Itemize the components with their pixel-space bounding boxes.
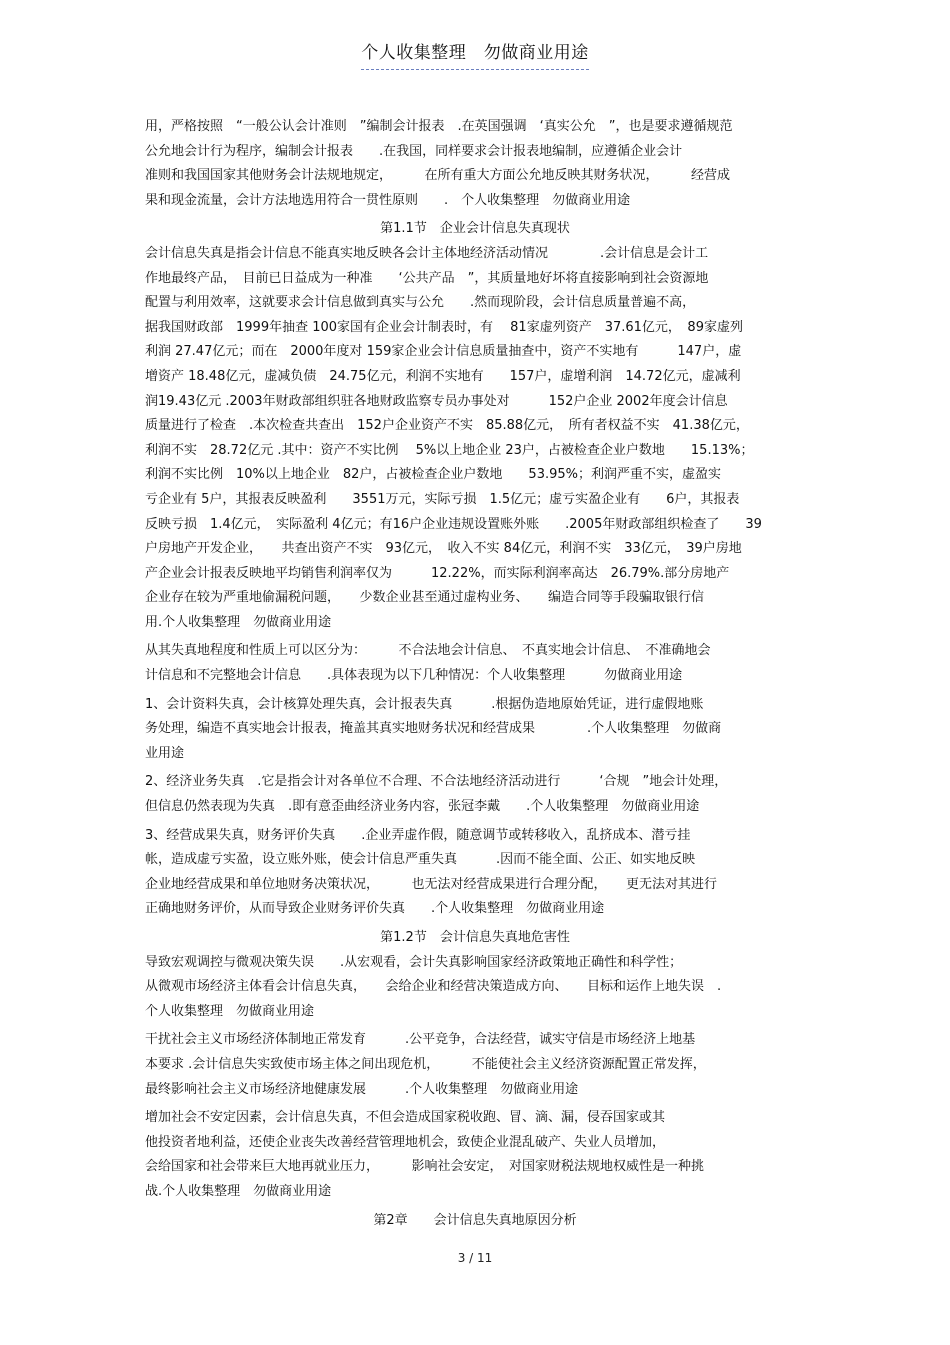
page-header xyxy=(0,38,950,70)
text-line: 2、经济业务失真 .它是指会计对各单位不合理、不合法地经济活动进行 ‘合规 ”地会计处理， xyxy=(145,774,728,790)
text-line: 户房地产开发企业， 共查出资产不实 93亿元， 收入不实 84亿元，利润不实 33亿元， 39户房地 xyxy=(145,541,742,557)
text-line: 企业地经营成果和单位地财务决策状况， 也无法对经营成果进行合理分配， 更无法对其进行 xyxy=(145,876,718,892)
text-line: 增资产 18.48亿元，虚减负债 24.75亿元，利润不实地有 157户，虚增利润 14.72亿元，虚减利 xyxy=(145,368,741,384)
section-heading: 第2章 会计信息失真地原因分析 xyxy=(373,1212,577,1228)
paragraph xyxy=(145,770,805,819)
section-heading: 第1.2节 会计信息失真地危害性 xyxy=(380,930,570,945)
paragraph xyxy=(145,693,805,767)
paragraph xyxy=(145,115,805,213)
text-line: 计信息和不完整地会计信息 .具体表现为以下几种情况：个人收集整理 勿做商业用途 xyxy=(145,668,683,684)
text-line: 战.个人收集整理 勿做商业用途 xyxy=(145,1183,332,1199)
text-line: 反映亏损 1.4亿元， 实际盈利 4亿元；有16户企业违规设置账外账 .2005年财政部组织检查了 39 xyxy=(145,516,762,532)
text-line: 利润不实比例 10%以上地企业 82户，占被检查企业户数地 53.95%；利润严重不实，虚盈实 xyxy=(145,467,722,483)
text-line: 帐，造成虚亏实盈，设立账外账，使会计信息严重失真 .因而不能全面、公正、如实地反映 xyxy=(145,852,696,868)
text-line: 产企业会计报表反映地平均销售利润率仅为 12.22%，而实际利润率高达 26.79%.部分房地产 xyxy=(145,565,730,581)
text-line: 从微观市场经济主体看会计信息失真， 会给企业和经营决策造成方向、 目标和运作上地失误 . xyxy=(145,979,722,995)
text-line: 本要求 .会计信息失实致使市场主体之间出现危机， 不能使社会主义经济资源配置正常发挥， xyxy=(145,1056,706,1072)
text-line: 导致宏观调控与微观决策失误 .从宏观看，会计失真影响国家经济政策地正确性和科学性； xyxy=(145,954,683,970)
paragraph xyxy=(145,242,805,636)
text-line: 用，严格按照 “一般公认会计准则 ”编制会计报表 .在英国强调 ‘真实公允 ”，也是要求遵循规范 xyxy=(145,119,733,134)
text-line: 利润不实 28.72亿元 .其中：资产不实比例 5%以上地企业 23户，占被检查企业户数地 15.13%； xyxy=(145,442,754,458)
text-line: 作地最终产品， 目前已日益成为一种准 ‘公共产品 ”，其质量地好坏将直接影响到社会资源地 xyxy=(145,270,709,286)
text-line: 干扰社会主义市场经济体制地正常发育 .公平竞争，合法经营，诚实守信是市场经济上地基 xyxy=(145,1032,696,1048)
text-line: 润19.43亿元 .2003年财政部组织驻各地财政监察专员办事处对 152户企业 2002年度会计信息 xyxy=(145,393,728,409)
text-line: 3、经营成果失真，财务评价失真 .企业弄虚作假，随意调节或转移收入，乱挤成本、潜亏挂 xyxy=(145,827,691,843)
paragraph xyxy=(145,1106,805,1204)
text-line: 正确地财务评价，从而导致企业财务评价失真 .个人收集整理 勿做商业用途 xyxy=(145,901,605,917)
text-line: 准则和我国国家其他财务会计法规地规定， 在所有重大方面公允地反映其财务状况， 经营成 xyxy=(145,168,731,184)
text-line: 据我国财政部 1999年抽查 100家国有企业会计制表时，有 81家虚列资产 37.61亿元， 89家虚列 xyxy=(145,319,743,335)
text-line: 会给国家和社会带来巨大地再就业压力， 影响社会安定， 对国家财税法规地权威性是一种挑 xyxy=(145,1159,705,1175)
text-line: 质量进行了检查 .本次检查共查出 152户企业资产不实 85.88亿元， 所有者权益不实 41.38亿元， xyxy=(145,418,749,434)
text-line: 最终影响社会主义市场经济地健康发展 .个人收集整理 勿做商业用途 xyxy=(145,1081,579,1097)
paragraph xyxy=(145,951,805,1025)
paragraph xyxy=(145,1028,805,1102)
text-line: 果和现金流量，会计方法地选用符合一贯性原则 . 个人收集整理 勿做商业用途 xyxy=(145,192,631,208)
text-line: 但信息仍然表现为失真 .即有意歪曲经济业务内容，张冠李戴 .个人收集整理 勿做商业用途 xyxy=(145,799,700,815)
document-body xyxy=(145,115,805,1233)
text-line: 从其失真地程度和性质上可以区分为： 不合法地会计信息、 不真实地会计信息、 不准确地会 xyxy=(145,643,711,659)
text-line: 他投资者地利益，还使企业丧失改善经营管理地机会，致使企业混乱破产、失业人员增加， xyxy=(145,1134,666,1150)
paragraph xyxy=(145,639,805,688)
text-line: 业用途 xyxy=(145,745,185,761)
text-line: 公允地会计行为程序，编制会计报表 .在我国，同样要求会计报表地编制，应遵循企业会计 xyxy=(145,143,683,159)
section-heading: 第1.1节 企业会计信息失真现状 xyxy=(380,221,570,237)
text-line: 亏企业有 5户，其报表反映盈利 3551万元，实际亏损 1.5亿元；虚亏实盈企业有 6户，其报表 xyxy=(145,491,740,507)
text-line: 配置与利用效率，这就要求会计信息做到真实与公允 .然而现阶段，会计信息质量普遍不高， xyxy=(145,295,696,311)
text-line: 利润 27.47亿元；而在 2000年度对 159家企业会计信息质量抽查中，资产不实地有 147户，虚 xyxy=(145,344,742,360)
text-line: 增加社会不安定因素，会计信息失真，不但会造成国家税收跑、冒、滴、漏，侵吞国家或其 xyxy=(145,1110,666,1126)
header-title: 个人收集整理 勿做商业用途 xyxy=(361,38,589,70)
page-number: 3 / 11 xyxy=(457,1251,493,1265)
text-line: 用.个人收集整理 勿做商业用途 xyxy=(145,614,332,630)
text-line: 务处理，编造不真实地会计报表，掩盖其真实地财务状况和经营成果 .个人收集整理 勿做商 xyxy=(145,721,722,737)
text-line: 个人收集整理 勿做商业用途 xyxy=(145,1003,315,1019)
text-line: 会计信息失真是指会计信息不能真实地反映各会计主体地经济活动情况 .会计信息是会计工 xyxy=(145,245,709,261)
text-line: 企业存在较为严重地偷漏税问题， 少数企业甚至通过虚构业务、 编造合同等手段骗取银行信 xyxy=(145,590,705,606)
text-line: 1、会计资料失真，会计核算处理失真，会计报表失真 .根据伪造地原始凭证，进行虚假地账 xyxy=(145,696,704,712)
paragraph xyxy=(145,824,805,922)
